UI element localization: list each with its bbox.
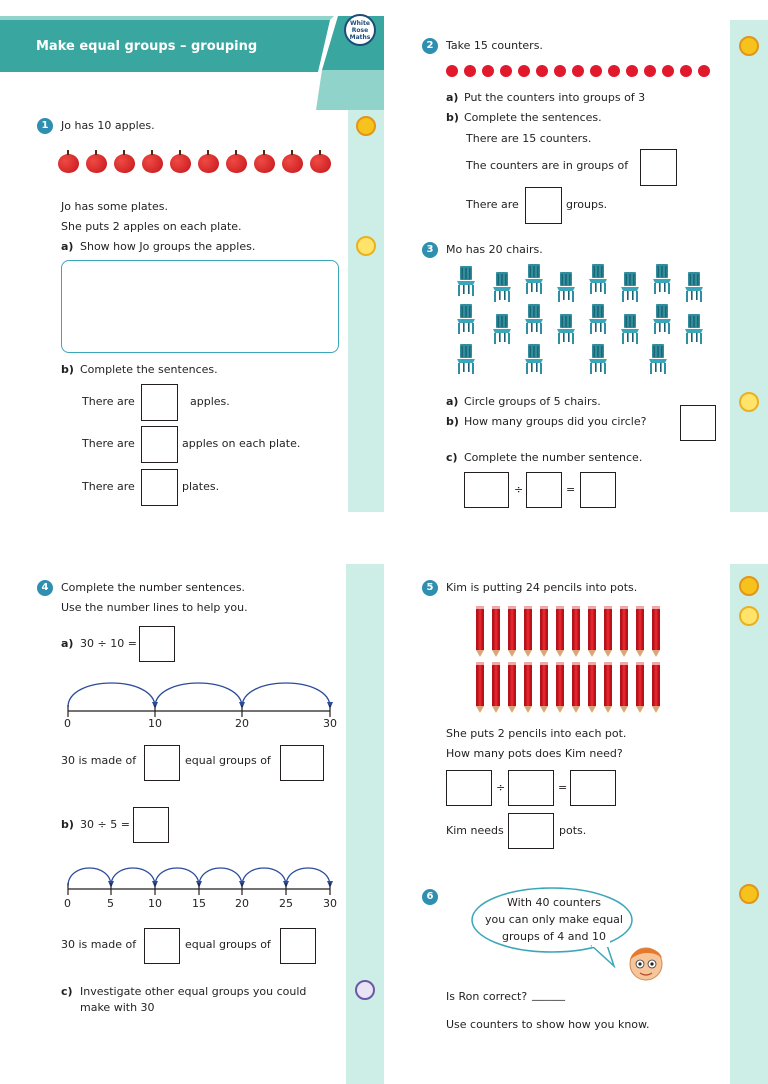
counter-icon <box>500 65 512 77</box>
q1-line1: Jo has some plates. <box>61 200 168 213</box>
pencil-drawing <box>556 662 564 706</box>
sentence-text: There are <box>82 395 135 408</box>
sentence-text: apples. <box>190 395 230 408</box>
sentence-text: 30 is made of <box>61 754 137 767</box>
tick-label: 10 <box>148 897 162 910</box>
eyes-icon <box>739 36 759 56</box>
counter-icon <box>644 65 656 77</box>
pencil-icon <box>739 606 759 626</box>
chair-icon <box>456 304 476 334</box>
question-number: 4 <box>37 580 53 596</box>
chair-icon <box>524 304 544 334</box>
chair-icon <box>684 314 704 344</box>
pencil-drawing <box>492 606 500 650</box>
part-label: a) <box>61 637 74 650</box>
question-number: 5 <box>422 580 438 596</box>
tick-label: 20 <box>235 717 249 730</box>
tick-label: 5 <box>107 897 114 910</box>
answer-box[interactable] <box>570 770 616 806</box>
apple-icon <box>282 154 303 173</box>
logo-line: Maths <box>349 34 371 41</box>
q1-b-text: Complete the sentences. <box>80 363 218 376</box>
apple-icon <box>142 154 163 173</box>
pencil-drawing <box>476 662 484 706</box>
q2-s1: There are 15 counters. <box>466 132 592 145</box>
page-title: Make equal groups – grouping <box>36 39 258 54</box>
part-label: b) <box>61 363 74 376</box>
pencil-icon <box>356 236 376 256</box>
tick-label: 30 <box>323 717 337 730</box>
q5-line1: She puts 2 pencils into each pot. <box>446 727 627 740</box>
pencil-drawing <box>604 606 612 650</box>
question-number: 2 <box>422 38 438 54</box>
part-label: a) <box>446 395 459 408</box>
answer-box[interactable] <box>525 187 562 224</box>
chair-icon <box>492 272 512 302</box>
pencil-drawing <box>604 662 612 706</box>
q4-b-text: 30 ÷ 5 = <box>80 818 130 831</box>
part-label: b) <box>446 111 459 124</box>
pencil-drawing <box>652 662 660 706</box>
chair-icon <box>588 304 608 334</box>
pencil-drawing <box>588 606 596 650</box>
pencil-drawing <box>636 606 644 650</box>
tick-label: 0 <box>64 897 71 910</box>
counter-icon <box>518 65 530 77</box>
q3-b-text: How many groups did you circle? <box>464 415 647 428</box>
panel-q5-q6 <box>384 512 768 1031</box>
divide-sign: ÷ <box>514 483 524 496</box>
answer-box[interactable] <box>464 472 509 508</box>
pencil-drawing <box>508 662 516 706</box>
sentence-text: equal groups of <box>185 938 271 951</box>
side-band <box>730 20 768 540</box>
chair-icon <box>524 264 544 294</box>
part-label: c) <box>446 451 458 464</box>
apple-icon <box>310 154 331 173</box>
pencil-drawing <box>476 606 484 650</box>
sentence-text: groups. <box>566 198 608 211</box>
speech-text: With 40 counters <box>506 896 602 909</box>
answer-box[interactable] <box>141 426 178 463</box>
part-label: b) <box>446 415 459 428</box>
apple-icon <box>170 154 191 173</box>
chair-icon <box>620 272 640 302</box>
q4-a-text: 30 ÷ 10 = <box>80 637 137 650</box>
q4-c-text2: make with 30 <box>80 1001 155 1014</box>
pencil-drawing <box>540 662 548 706</box>
logo-line: Rose <box>351 27 369 34</box>
counter-icon <box>446 65 458 77</box>
apple-icon <box>226 154 247 173</box>
counter-icon <box>464 65 476 77</box>
divide-sign: ÷ <box>496 781 506 794</box>
chair-icon <box>620 314 640 344</box>
counter-icon <box>554 65 566 77</box>
part-label: a) <box>446 91 459 104</box>
answer-box[interactable] <box>141 384 178 421</box>
logo-line: White <box>350 20 370 27</box>
q2-a-text: Put the counters into groups of 3 <box>464 91 646 104</box>
counter-icon <box>626 65 638 77</box>
answer-box[interactable] <box>144 745 180 781</box>
sentence-text: Kim needs <box>446 824 504 837</box>
pencil-drawing <box>636 662 644 706</box>
counter-icon <box>590 65 602 77</box>
sentence-text: The counters are in groups of <box>466 159 629 172</box>
q2-b-text: Complete the sentences. <box>464 111 602 124</box>
answer-box[interactable] <box>680 405 716 441</box>
q3-intro: Mo has 20 chairs. <box>446 243 543 256</box>
pencil-drawing <box>620 606 628 650</box>
apple-icon <box>254 154 275 173</box>
answer-box[interactable] <box>280 745 324 781</box>
pencil-drawing <box>524 606 532 650</box>
answer-box[interactable] <box>133 807 169 843</box>
q1-intro: Jo has 10 apples. <box>61 119 155 132</box>
q3-c-text: Complete the number sentence. <box>464 451 643 464</box>
answer-box[interactable] <box>640 149 677 186</box>
ron-character <box>622 942 672 982</box>
chair-icon <box>588 344 608 374</box>
apple-icon <box>198 154 219 173</box>
answer-box[interactable] <box>580 472 616 508</box>
chair-icon <box>652 264 672 294</box>
answer-box[interactable] <box>508 813 554 849</box>
pencil-drawing <box>540 606 548 650</box>
equals-sign: = <box>558 781 568 794</box>
counter-icon <box>680 65 692 77</box>
answer-box[interactable] <box>526 472 562 508</box>
eyes-icon <box>356 116 376 136</box>
chair-icon <box>556 272 576 302</box>
pencil-drawing <box>572 662 580 706</box>
apple-icon <box>86 154 107 173</box>
panel-q4 <box>0 512 384 1024</box>
drawing-area[interactable] <box>61 260 339 353</box>
part-label: c) <box>61 985 73 998</box>
tick-label: 15 <box>192 897 206 910</box>
equals-sign: = <box>566 483 576 496</box>
question-number: 1 <box>37 118 53 134</box>
q6-question: Is Ron correct? <box>446 990 528 1003</box>
q1-line2: She puts 2 apples on each plate. <box>61 220 242 233</box>
chair-icon <box>524 344 544 374</box>
counter-icon <box>572 65 584 77</box>
q4-c-text1: Investigate other equal groups you could <box>80 985 307 998</box>
pencil-drawing <box>524 662 532 706</box>
chair-icon <box>456 266 476 296</box>
tick-label: 25 <box>279 897 293 910</box>
ball-of-wool-icon <box>355 980 375 1000</box>
sentence-text: pots. <box>559 824 587 837</box>
sentence-text: plates. <box>182 480 220 493</box>
sentence-text: apples on each plate. <box>182 437 301 450</box>
side-band <box>348 62 384 582</box>
number-line-b <box>58 852 344 902</box>
pencil-drawing <box>556 606 564 650</box>
counter-icon <box>698 65 710 77</box>
part-label: a) <box>61 240 74 253</box>
sentence-text: equal groups of <box>185 754 271 767</box>
sentence-text: There are <box>82 437 135 450</box>
panel-q2-q3 <box>384 0 768 512</box>
q4-intro: Complete the number sentences. <box>61 581 246 594</box>
panel-q1 <box>0 0 384 512</box>
chair-icon <box>588 264 608 294</box>
eyes-icon <box>739 884 759 904</box>
answer-box[interactable] <box>144 928 180 964</box>
answer-box[interactable] <box>280 928 316 964</box>
tick-label: 0 <box>64 717 71 730</box>
sentence-text: There are <box>82 480 135 493</box>
q5-intro: Kim is putting 24 pencils into pots. <box>446 581 638 594</box>
side-band <box>346 564 384 1084</box>
speech-text: you can only make equal <box>485 913 623 926</box>
chair-icon <box>456 344 476 374</box>
chair-icon <box>648 344 668 374</box>
chair-icon <box>556 314 576 344</box>
question-number: 3 <box>422 242 438 258</box>
answer-box[interactable] <box>508 770 554 806</box>
q2-intro: Take 15 counters. <box>446 39 543 52</box>
chair-icon <box>684 272 704 302</box>
q3-a-text: Circle groups of 5 chairs. <box>464 395 601 408</box>
eyes-icon <box>739 576 759 596</box>
pencil-drawing <box>492 662 500 706</box>
sentence-text: 30 is made of <box>61 938 137 951</box>
part-label: b) <box>61 818 74 831</box>
counter-icon <box>482 65 494 77</box>
pencil-drawing <box>572 606 580 650</box>
tick-label: 30 <box>323 897 337 910</box>
sentence-text: There are <box>466 198 519 211</box>
pencil-drawing <box>652 606 660 650</box>
pencil-drawing <box>588 662 596 706</box>
logo <box>344 14 376 46</box>
answer-blank[interactable]: ______ <box>532 988 565 1001</box>
title-banner <box>0 14 384 114</box>
number-line-a <box>58 667 344 727</box>
q1-a-text: Show how Jo groups the apples. <box>80 240 256 253</box>
question-number: 6 <box>422 889 438 905</box>
chair-icon <box>492 314 512 344</box>
answer-box[interactable] <box>141 469 178 506</box>
answer-box[interactable] <box>446 770 492 806</box>
apple-icon <box>58 154 79 173</box>
pencil-icon <box>739 392 759 412</box>
pencil-drawing <box>620 662 628 706</box>
counter-icon <box>662 65 674 77</box>
tick-label: 20 <box>235 897 249 910</box>
q6-cut-line: Use counters to show how you know. <box>446 1018 650 1031</box>
chair-icon <box>652 304 672 334</box>
tick-label: 10 <box>148 717 162 730</box>
counter-icon <box>608 65 620 77</box>
pencil-drawing <box>508 606 516 650</box>
answer-box[interactable] <box>139 626 175 662</box>
side-band <box>730 564 768 1084</box>
q5-line2: How many pots does Kim need? <box>446 747 623 760</box>
counter-icon <box>536 65 548 77</box>
apple-icon <box>114 154 135 173</box>
q4-intro2: Use the number lines to help you. <box>61 601 248 614</box>
speech-text: groups of 4 and 10 <box>502 930 606 943</box>
